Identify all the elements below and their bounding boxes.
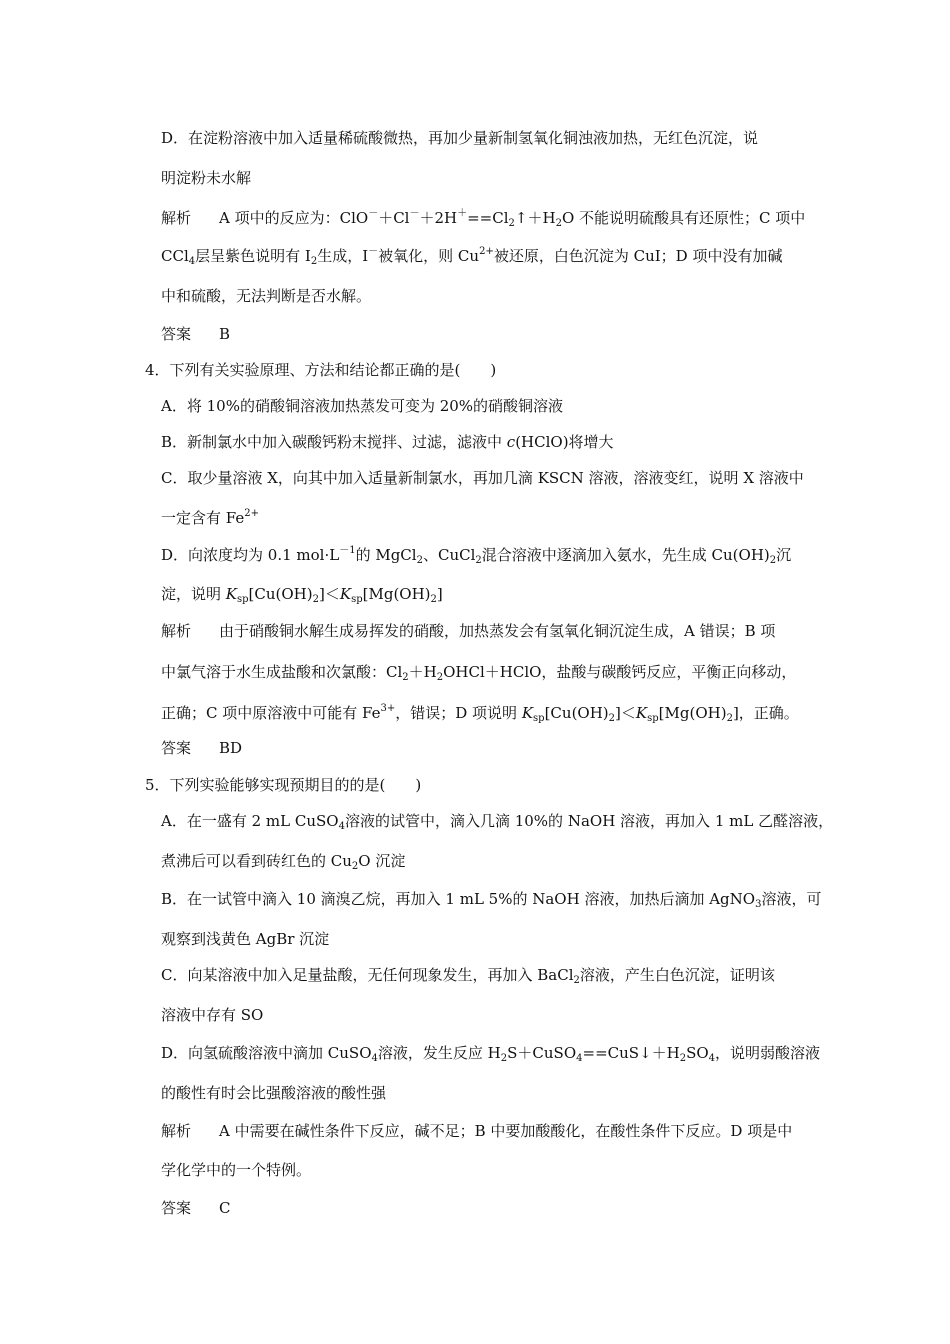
text: D．向浓度均为 0.1 mol·L <box>161 546 340 564</box>
q4-analysis-line3 <box>161 703 799 723</box>
q4-option-d-line1 <box>161 545 791 565</box>
subscript: 2 <box>679 1053 687 1064</box>
text: 煮沸后可以看到砖红色的 Cu <box>161 852 352 870</box>
q4-answer <box>161 738 242 758</box>
subscript: 2 <box>402 672 409 683</box>
text: 一定含有 Fe <box>161 509 245 527</box>
text: ]＜ <box>319 585 340 603</box>
text: 中氯气溶于水生成盐酸和次氯酸：Cl <box>161 663 403 681</box>
text: B．新制氯水中加入碳酸钙粉末搅拌、过滤，滤液中 <box>161 433 507 451</box>
subscript: 3 <box>755 899 762 910</box>
text: 、CuCl <box>422 546 476 564</box>
text: (HClO)将增大 <box>515 433 614 451</box>
subscript: 4 <box>188 256 196 267</box>
q5-option-d-line2 <box>161 1083 386 1103</box>
superscript: ＋ <box>457 208 468 219</box>
q5-option-b-line1 <box>161 889 821 909</box>
q5-option-a-line1 <box>161 811 833 831</box>
subscript: 2 <box>726 713 733 724</box>
q5-answer <box>161 1198 231 1218</box>
text: D．向氢硫酸溶液中滴加 CuSO <box>161 1044 372 1062</box>
q3-answer <box>161 324 230 344</box>
q5-option-b-line2 <box>161 929 329 949</box>
q4-option-c-line1 <box>161 468 804 488</box>
analysis-label: 解析 <box>161 1122 192 1140</box>
subscript: 4 <box>708 1053 716 1064</box>
text: C．取少量溶液 X，向其中加入适量新制氯水，再加几滴 KSCN 溶液，溶液变红，说明 X 溶液中 <box>161 469 804 487</box>
answer-label: 答案 <box>161 325 192 343</box>
subscript: 2 <box>416 555 423 566</box>
answer-label: 答案 <box>161 739 192 757</box>
text: 5．下列实验能够实现预期目的的是( ) <box>145 776 422 794</box>
q5-analysis-line2 <box>161 1160 311 1180</box>
text: 溶液中存有 SO <box>161 1006 264 1024</box>
text: ] <box>436 585 443 603</box>
text: ↑＋H <box>514 209 556 227</box>
text: ，错误；D 项说明 <box>395 704 522 722</box>
text: 溶液，可 <box>761 890 822 908</box>
text: 由于硝酸铜水解生成易挥发的硝酸，加热蒸发会有氢氧化铜沉淀生成，A 错误；B 项 <box>219 622 776 640</box>
text: [Cu(OH) <box>248 585 313 603</box>
text: 溶液，产生白色沉淀，证明该 <box>579 966 775 984</box>
q3-analysis-line2 <box>161 246 782 266</box>
superscript: － <box>368 208 379 219</box>
italic-symbol: K <box>521 704 534 722</box>
q5-analysis-line1 <box>161 1121 792 1141</box>
text: C．向某溶液中加入足量盐酸，无任何现象发生，再加入 BaCl <box>161 966 574 984</box>
subscript: 2 <box>436 672 444 683</box>
subscript: 2 <box>608 713 616 724</box>
q5-option-d-line1 <box>161 1043 820 1063</box>
subscript: 2 <box>769 555 777 566</box>
analysis-label: 解析 <box>161 209 192 227</box>
subscript: 2 <box>312 594 319 605</box>
superscript: － <box>368 246 379 257</box>
text: B．在一试管中滴入 10 滴溴乙烷，再加入 1 mL 5%的 NaOH 溶液，加热后滴加 AgNO <box>161 890 756 908</box>
subscript: sp <box>237 594 249 605</box>
q5-option-c-line2 <box>161 1005 263 1025</box>
text: 淀，说明 <box>161 585 226 603</box>
text: ==Cl <box>467 209 509 227</box>
q4-option-a <box>161 396 563 416</box>
q4-option-d-line2 <box>161 584 443 604</box>
text: S＋CuSO <box>507 1044 577 1062</box>
text: 溶液，发生反应 H <box>377 1044 501 1062</box>
superscript: 3+ <box>380 703 396 714</box>
subscript: 2 <box>508 218 515 229</box>
text: 混合溶液中逐滴加入氨水，先生成 Cu(OH) <box>481 546 770 564</box>
text: 被还原，白色沉淀为 CuI；D 项中没有加碱 <box>493 247 783 265</box>
subscript: 2 <box>500 1053 508 1064</box>
q3-option-d-line2 <box>161 168 251 188</box>
text: 明淀粉未水解 <box>161 169 252 187</box>
text: 正确；C 项中原溶液中可能有 Fe <box>161 704 381 722</box>
subscript: 2 <box>573 975 580 986</box>
text: D．在淀粉溶液中加入适量稀硫酸微热，再加少量新制氢氧化铜浊液加热，无红色沉淀，说 <box>161 129 759 147</box>
answer-value: BD <box>219 739 243 757</box>
q3-analysis-line1 <box>161 208 805 228</box>
subscript: 2 <box>351 861 359 872</box>
text: 沉 <box>776 546 792 564</box>
subscript: 4 <box>371 1053 378 1064</box>
q5-stem <box>145 775 421 795</box>
superscript: －1 <box>339 545 356 556</box>
text: SO <box>686 1044 709 1062</box>
subscript: 4 <box>576 1053 583 1064</box>
q4-analysis-line2 <box>161 662 796 682</box>
q4-option-c-line2 <box>161 508 259 528</box>
text: OHCl＋HClO，盐酸与碳酸钙反应，平衡正向移动， <box>443 663 797 681</box>
answer-value: B <box>219 325 231 343</box>
italic-symbol: K <box>339 585 352 603</box>
text: ＋H <box>408 663 437 681</box>
text: A 项中的反应为：ClO <box>219 209 369 227</box>
text: 层呈紫色说明有 I <box>195 247 311 265</box>
subscript: sp <box>351 594 363 605</box>
text: O 不能说明硫酸具有还原性；C 项中 <box>561 209 806 227</box>
text: ]＜ <box>615 704 636 722</box>
q3-analysis-line3 <box>161 286 371 306</box>
superscript: 2+ <box>244 508 259 519</box>
q4-option-b <box>161 432 614 452</box>
text: A．在一盛有 2 mL CuSO <box>161 812 339 830</box>
q4-analysis-line1 <box>161 621 775 641</box>
subscript: 2 <box>555 218 562 229</box>
italic-symbol: K <box>635 704 648 722</box>
text: [Mg(OH) <box>658 704 727 722</box>
text: 观察到浅黄色 AgBr 沉淀 <box>161 930 330 948</box>
subscript: 4 <box>338 821 345 832</box>
text: CCl <box>161 247 189 265</box>
text: ＋2H <box>419 209 458 227</box>
q3-option-d-line1 <box>161 128 758 148</box>
text: 学化学中的一个特例。 <box>161 1161 312 1179</box>
subscript: sp <box>647 713 659 724</box>
subscript: 2 <box>475 555 482 566</box>
text: O 沉淀 <box>358 852 406 870</box>
text: A 中需要在碱性条件下反应，碱不足；B 中要加酸酸化，在酸性条件下反应。D 项是中 <box>219 1122 793 1140</box>
italic-symbol: K <box>225 585 237 603</box>
text: 的 MgCl <box>355 546 417 564</box>
q5-option-a-line2 <box>161 851 405 871</box>
answer-value: C <box>219 1199 231 1217</box>
superscript: － <box>409 208 420 219</box>
italic-symbol: c <box>506 433 516 451</box>
subscript: 2 <box>310 256 318 267</box>
analysis-label: 解析 <box>161 622 192 640</box>
text: 生成，I <box>317 247 369 265</box>
subscript: sp <box>533 713 545 724</box>
text: ]，正确。 <box>732 704 799 722</box>
text: 被氧化，则 Cu <box>378 247 480 265</box>
text: 的酸性有时会比强酸溶液的酸性强 <box>161 1084 387 1102</box>
text: ＋Cl <box>378 209 410 227</box>
text: 溶液的试管中，滴入几滴 10%的 NaOH 溶液，再加入 1 mL 乙醛溶液， <box>344 812 834 830</box>
text: A．将 10%的硝酸铜溶液加热蒸发可变为 20%的硝酸铜溶液 <box>161 397 564 415</box>
subscript: 2 <box>430 594 437 605</box>
q4-stem <box>145 360 496 380</box>
answer-label: 答案 <box>161 1199 192 1217</box>
q5-option-c-line1 <box>161 965 775 985</box>
text: 中和硫酸，无法判断是否水解。 <box>161 287 372 305</box>
superscript: 2+ <box>479 246 494 257</box>
text: ==CuS↓＋H <box>582 1044 680 1062</box>
text: [Mg(OH) <box>362 585 431 603</box>
text: [Cu(OH) <box>544 704 609 722</box>
text: ，说明弱酸溶液 <box>715 1044 821 1062</box>
text: 4．下列有关实验原理、方法和结论都正确的是( ) <box>145 361 497 379</box>
